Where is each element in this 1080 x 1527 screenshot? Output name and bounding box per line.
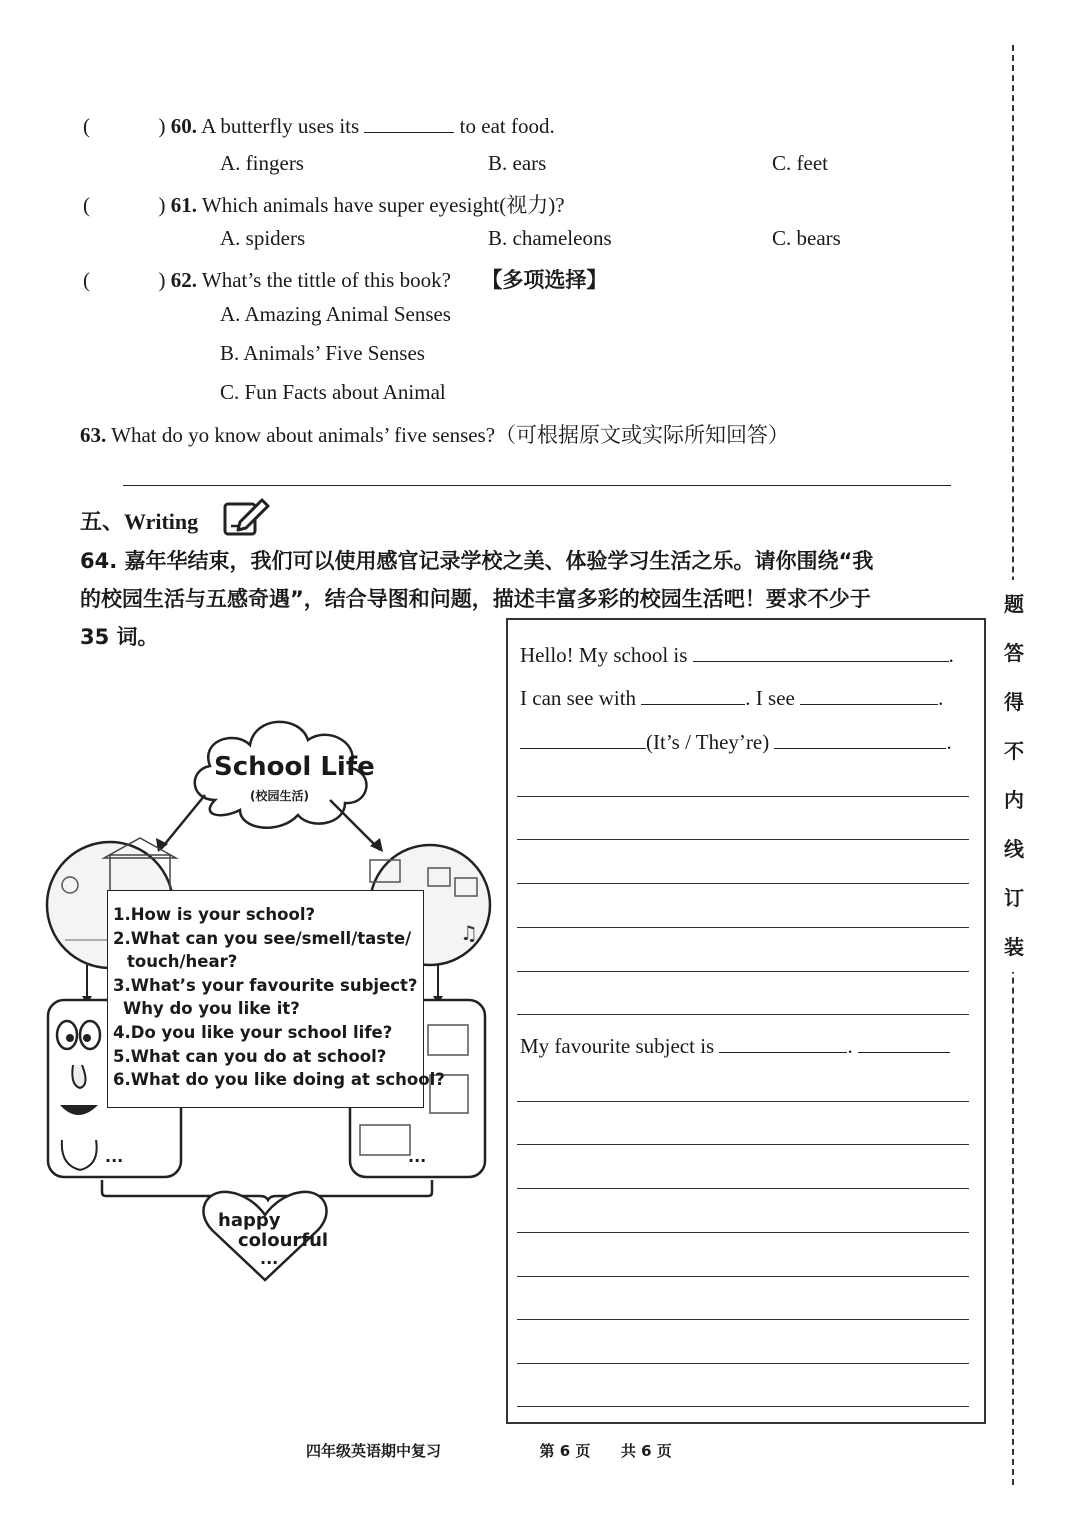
answer-line-63[interactable] (123, 485, 951, 486)
heart-word: colourful (238, 1230, 329, 1251)
option-b[interactable]: B. Animals’ Five Senses (220, 341, 425, 365)
binding-char: 装 (1004, 935, 1024, 959)
fill-blank[interactable] (719, 1034, 847, 1053)
binding-char: 得 (1004, 690, 1024, 714)
binding-char: 不 (1004, 739, 1024, 763)
period: . (938, 686, 944, 710)
binding-char: 题 (1004, 592, 1024, 616)
fill-blank[interactable] (693, 643, 949, 662)
option-c[interactable]: C. bears (772, 226, 841, 250)
fill-blank[interactable] (800, 686, 938, 705)
writing-line[interactable] (517, 796, 969, 797)
arrow-right (330, 800, 380, 850)
footer-page: 第 6 页 (539, 1442, 591, 1460)
writing-prompt: I can see with (520, 686, 637, 710)
writing-line[interactable] (517, 1101, 969, 1102)
writing-line[interactable] (517, 883, 969, 884)
writing-line-3 (520, 730, 952, 755)
guide-question: 1.How is your school? (113, 905, 316, 924)
writing-line[interactable] (517, 1232, 969, 1233)
option-c[interactable]: C. Fun Facts about Animal (220, 380, 446, 404)
mindmap-title: School Life (214, 752, 375, 782)
mindmap-subtitle: (校园生活) (250, 789, 309, 803)
question-61 (83, 189, 565, 219)
binding-char: 订 (1004, 886, 1024, 910)
question-number: 60. (170, 114, 197, 138)
question-stem-end: to eat food. (459, 114, 555, 138)
prompt-line: 嘉年华结束，我们可以使用感官记录学校之美、体验学习生活之乐。请你围绕“我 (124, 549, 874, 573)
fill-blank[interactable] (364, 114, 454, 133)
writing-line[interactable] (517, 1363, 969, 1364)
footer (306, 1440, 672, 1461)
question-number: 61. (170, 193, 197, 217)
answer-paren-close: ) (158, 193, 166, 217)
guide-question: 3.What’s your favourite subject? (113, 975, 418, 995)
writing-prompt: Hello! My school is (520, 643, 688, 667)
writing-line[interactable] (517, 839, 969, 840)
writing-line[interactable] (517, 971, 969, 972)
writing-line[interactable] (517, 927, 969, 928)
footer-title: 四年级英语期中复习 (306, 1442, 442, 1460)
option-c[interactable]: C. feet (772, 151, 828, 175)
multi-choice-tag: 【多项选择】 (481, 268, 608, 292)
guide-question: 6.What do you like doing at school? (113, 1070, 445, 1090)
heart-word: happy (218, 1210, 281, 1231)
binding-char: 答 (1004, 641, 1024, 665)
option-a[interactable]: A. Amazing Animal Senses (220, 302, 451, 326)
guide-question: 2.What can you see/smell/taste/ (113, 928, 412, 948)
writing-prompt: . I see (745, 686, 795, 710)
pencil-paper-icon (222, 496, 272, 538)
option-b[interactable]: B. chameleons (488, 226, 612, 250)
heart-word: ... (260, 1249, 279, 1268)
option-a[interactable]: A. fingers (220, 151, 304, 175)
fill-blank[interactable] (774, 730, 946, 749)
writing-line[interactable] (517, 1188, 969, 1189)
writing-line[interactable] (517, 1276, 969, 1277)
brace (102, 1180, 432, 1200)
writing-line[interactable] (517, 1144, 969, 1145)
answer-paren-close: ) (158, 114, 166, 138)
fill-blank[interactable] (858, 1034, 950, 1053)
writing-prompt: (It’s / They’re) (646, 730, 770, 754)
prompt-line: 的校园生活与五感奇遇”，结合导图和问题，描述丰富多彩的校园生活吧！要求不少于 (80, 587, 871, 611)
question-stem: A butterfly uses its (201, 114, 360, 138)
period: . (946, 730, 952, 754)
fill-blank[interactable] (641, 686, 745, 705)
guide-question: 5.What can you do at school? (113, 1046, 387, 1066)
guide-question: touch/hear? (127, 952, 238, 972)
footer-total: 共 6 页 (620, 1442, 672, 1460)
question-63 (80, 419, 789, 449)
period: . (847, 1034, 853, 1058)
option-b[interactable]: B. ears (488, 151, 547, 175)
writing-prompt: My favourite subject is (520, 1034, 715, 1058)
question-number: 63. (80, 423, 107, 447)
period: . (948, 643, 954, 667)
question-62 (83, 264, 607, 294)
guide-questions-card (107, 890, 445, 1108)
writing-line-2 (520, 686, 943, 711)
question-stem: Which animals have super eyesight(视力)? (201, 193, 565, 217)
question-number: 64. (80, 549, 118, 573)
section-label: 五、Writing (80, 509, 199, 534)
question-stem: What’s the tittle of this book? (201, 268, 451, 292)
binding-notice (1000, 580, 1028, 972)
option-a[interactable]: A. spiders (220, 226, 306, 250)
writing-line[interactable] (517, 1319, 969, 1320)
guide-question: 4.Do you like your school life? (113, 1022, 393, 1042)
section-title (80, 505, 198, 536)
question-60 (83, 114, 555, 139)
question-number: 62. (170, 268, 197, 292)
guide-question: Why do you like it? (123, 999, 300, 1019)
answer-paren-close: ) (158, 268, 166, 292)
binding-char: 线 (1004, 837, 1024, 861)
senses-ellipsis: ... (105, 1147, 124, 1166)
writing-line[interactable] (517, 1014, 969, 1015)
writing-line-1 (520, 643, 954, 668)
question-stem: What do yo know about animals’ five senses?（可根据原文或实际所知回答） (111, 423, 790, 447)
writing-line-4 (520, 1034, 950, 1059)
binding-char: 内 (1004, 788, 1024, 812)
svg-text:♫: ♫ (460, 921, 478, 945)
prompt-line: 35 词。 (80, 625, 159, 649)
writing-line[interactable] (517, 1406, 969, 1407)
answer-paren-open[interactable]: ( (83, 268, 90, 292)
answer-paren-open[interactable]: ( (83, 114, 90, 138)
activities-ellipsis: ... (408, 1147, 427, 1166)
arrow-left (160, 795, 205, 850)
answer-paren-open[interactable]: ( (83, 193, 90, 217)
fill-blank[interactable] (520, 730, 646, 749)
